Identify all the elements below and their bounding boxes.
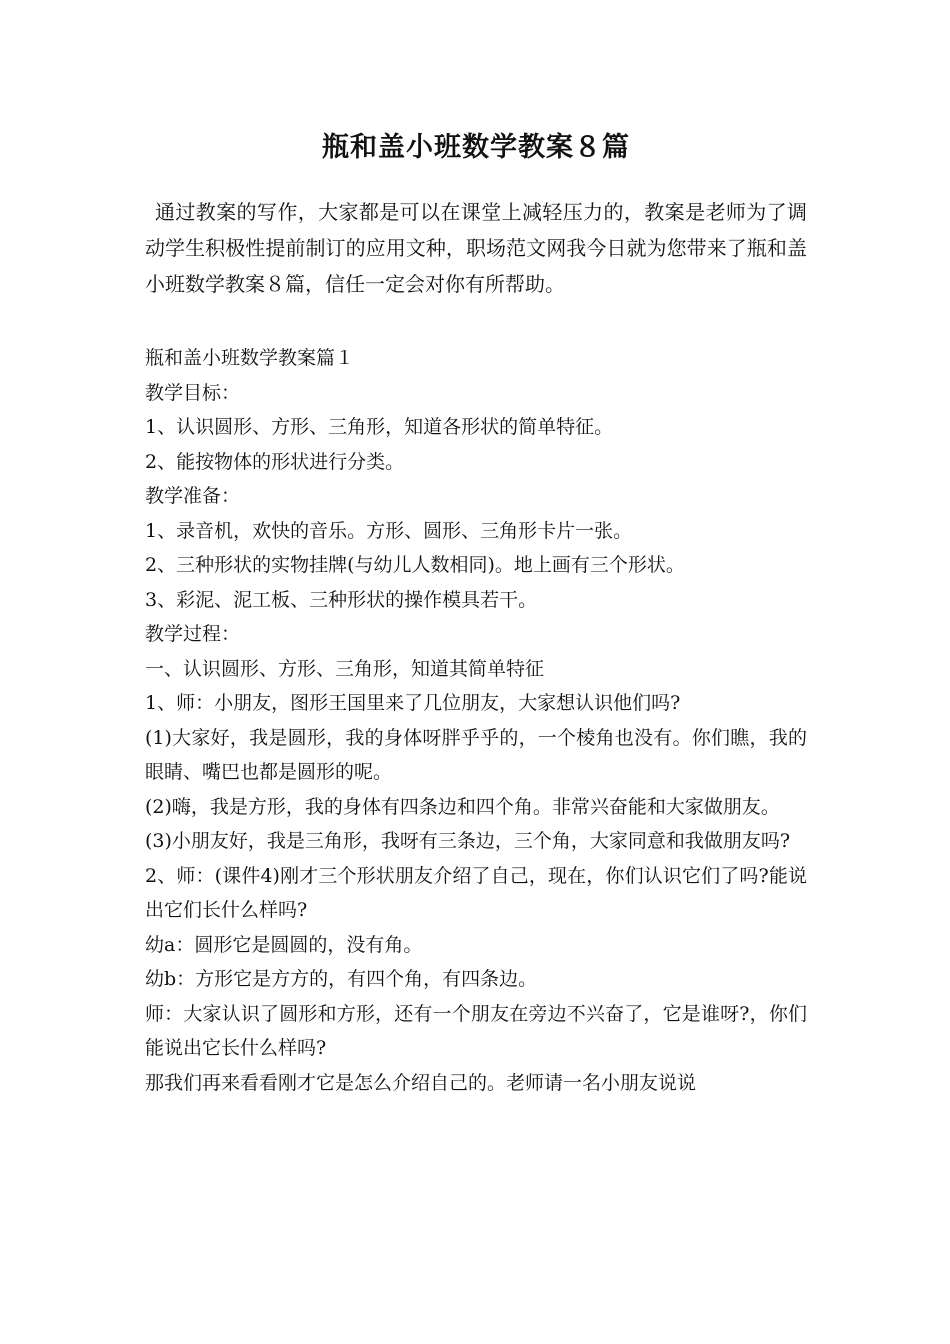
body-paragraph: 教学目标： <box>145 381 241 404</box>
body-paragraph: 教学准备： <box>145 485 241 507</box>
body-paragraph: 2、师：(课件4)刚才三个形状朋友介绍了自己，现在，你们认识它们了吗?能说出它们长什么样吗? <box>145 864 807 921</box>
body-paragraph: 2、能按物体的形状进行分类。 <box>145 450 405 473</box>
body-paragraph: (3)小朋友好，我是三角形，我呀有三条边，三个角，大家同意和我做朋友吗? <box>145 830 791 852</box>
body-paragraph: 1、师：小朋友，图形王国里来了几位朋友，大家想认识他们吗? <box>145 692 681 714</box>
body-paragraph: 1、录音机，欢快的音乐。方形、圆形、三角形卡片一张。 <box>145 519 633 542</box>
intro-paragraph: 通过教案的写作，大家都是可以在课堂上减轻压力的，教案是老师为了调动学生积极性提前制订的应用文种，职场范文网我今日就为您带来了瓶和盖小班数学教案８篇，信任一定会对你有所帮助。 <box>145 200 807 296</box>
body-paragraph: 一、认识圆形、方形、三角形，知道其简单特征 <box>145 657 545 680</box>
body-paragraph: (2)嗨，我是方形，我的身体有四条边和四个角。非常兴奋能和大家做朋友。 <box>145 795 780 818</box>
document-body <box>145 341 807 1100</box>
body-paragraph: 幼b：方形它是方方的，有四个角，有四条边。 <box>145 968 538 990</box>
body-paragraph: 幼a：圆形它是圆圆的，没有角。 <box>145 933 423 956</box>
body-paragraph: (1)大家好，我是圆形，我的身体呀胖乎乎的，一个棱角也没有。你们瞧，我的眼睛、嘴巴也都是圆形的呢。 <box>145 726 807 783</box>
body-paragraph: 2、三种形状的实物挂牌(与幼儿人数相同)。地上画有三个形状。 <box>145 554 685 576</box>
body-paragraph: 师：大家认识了圆形和方形，还有一个朋友在旁边不兴奋了，它是谁呀?，你们能说出它长什么样吗? <box>145 1002 807 1059</box>
section-heading: 瓶和盖小班数学教案篇１ <box>145 347 355 369</box>
body-paragraph: 1、认识圆形、方形、三角形，知道各形状的简单特征。 <box>145 416 614 438</box>
body-paragraph: 3、彩泥、泥工板、三种形状的操作模具若干。 <box>145 588 538 611</box>
body-paragraph: 教学过程： <box>145 623 241 645</box>
body-paragraph: 那我们再来看看刚才它是怎么介绍自己的。老师请一名小朋友说说 <box>145 1071 697 1094</box>
document-title: 瓶和盖小班数学教案８篇 <box>322 132 630 163</box>
